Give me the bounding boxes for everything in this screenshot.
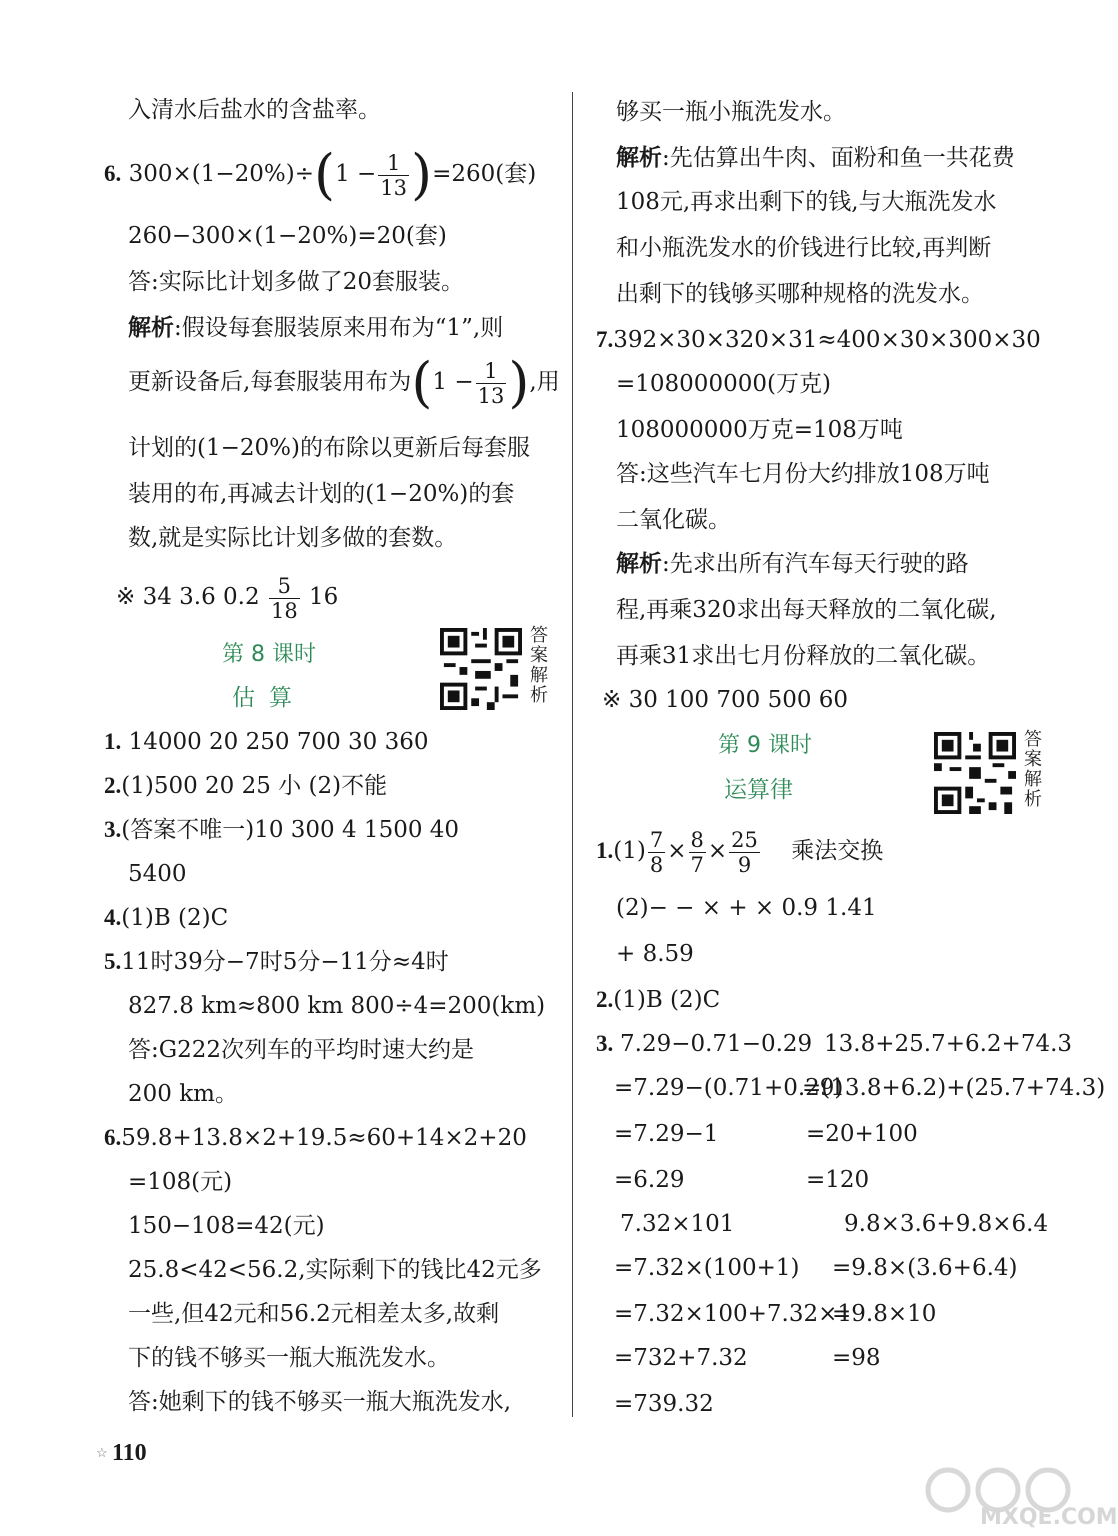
analysis-line: 再乘31求出七月份释放的二氧化碳。	[616, 643, 991, 669]
lesson-heading: 第 8 课时	[222, 642, 316, 667]
fraction: $\frac{7}{8}$	[649, 827, 664, 877]
analysis-line: 计划的(1−20%)的布除以更新后每套服	[128, 435, 530, 461]
topic-heading: 估算	[232, 685, 306, 711]
column-divider	[572, 92, 573, 1417]
text-line: =108000000(万克)	[616, 371, 831, 397]
fraction: $\frac{1}{13}$	[380, 150, 408, 200]
answer-2: 2.(1)500 20 25 小 (2)不能	[104, 773, 388, 799]
extra-answers: ※ 34 3.6 0.2 $\frac{5}{18}$ 16	[116, 573, 339, 623]
watermark-text: MXQE.COM	[980, 1505, 1118, 1530]
analysis-line: 数,就是实际比计划多做的套数。	[128, 525, 458, 551]
analysis-line: 程,再乘320求出每天释放的二氧化碳,	[616, 597, 997, 623]
answer-5: 5.11时39分−7时5分−11分≈4时	[104, 949, 449, 975]
analysis-line: 解析:先估算出牛肉、面粉和鱼一共花费	[616, 144, 1015, 171]
fraction: $\frac{8}{7}$	[690, 827, 704, 877]
answer-line: 答:这些汽车七月份大约排放108万吨	[616, 461, 990, 487]
analysis-line: 装用的布,再减去计划的(1−20%)的套	[128, 481, 515, 507]
qr-code-icon	[934, 732, 1016, 814]
text-line: 入清水后盐水的含盐率。	[128, 97, 381, 123]
extra-answers: ※ 30 100 700 500 60	[602, 687, 849, 713]
answer-1: 1. 14000 20 250 700 30 360	[104, 729, 429, 755]
answer-line: 答:实际比计划多做了20套服装。	[128, 269, 465, 295]
answer-2: 2.(1)B (2)C	[596, 987, 721, 1013]
star-ornament-icon: ☆	[96, 1446, 108, 1461]
text-line: 5400	[128, 861, 187, 887]
fraction: $\frac{25}{9}$	[731, 827, 758, 877]
answer-line: 二氧化碳。	[616, 507, 731, 533]
answer-3-number: 3.	[596, 1031, 614, 1056]
analysis-line: 解析:先求出所有汽车每天行驶的路	[616, 550, 969, 577]
analysis-line: 和小瓶洗发水的价钱进行比较,再判断	[616, 235, 992, 261]
text-line: 200 km。	[128, 1081, 238, 1107]
qr-code-icon	[440, 628, 522, 710]
question-6: 6. 300×(1−20%)÷(1 − $\frac{1}{13}$ )=260(套)	[104, 143, 537, 206]
fraction: $\frac{5}{18}$	[270, 573, 298, 623]
text-line: 答:她剩下的钱不够买一瓶大瓶洗发水,	[128, 1389, 512, 1415]
answer-6: 6.59.8+13.8×2+19.5≈60+14×2+20	[104, 1125, 527, 1151]
qr-caption: 答 案 解 析	[530, 625, 548, 706]
analysis-line: 出剩下的钱够买哪种规格的洗发水。	[616, 281, 984, 307]
text-line: 827.8 km≈800 km 800÷4=200(km)	[128, 993, 546, 1019]
page-number: 110	[112, 1440, 147, 1466]
text-line: (2)− − × + × 0.9 1.41	[616, 895, 877, 921]
qr-caption: 答 案 解 析	[1024, 729, 1042, 810]
analysis-line: 解析:假设每套服装原来用布为“1”,则	[128, 314, 504, 341]
topic-heading: 运算律	[724, 777, 793, 803]
text-line: 108000000万克=108万吨	[616, 417, 903, 443]
text-line: 一些,但42元和56.2元相差太多,故剩	[128, 1301, 500, 1327]
text-line: 答:G222次列车的平均时速大约是	[128, 1037, 475, 1063]
fraction: $\frac{1}{13}$	[477, 358, 505, 408]
text-line: 够买一瓶小瓶洗发水。	[616, 99, 846, 125]
text-line: 150−108=42(元)	[128, 1213, 325, 1239]
analysis-line: 更新设备后,每套服装用布为(1 − $\frac{1}{13}$ ),用	[128, 351, 560, 414]
text-line: 下的钱不够买一瓶大瓶洗发水。	[128, 1345, 450, 1371]
answer-4: 4.(1)B (2)C	[104, 905, 229, 931]
text-line: =108(元)	[128, 1169, 233, 1195]
text-line: 260−300×(1−20%)=20(套)	[128, 223, 447, 249]
analysis-line: 108元,再求出剩下的钱,与大瓶洗发水	[616, 189, 997, 215]
answer-3: 3.(答案不唯一)10 300 4 1500 40	[104, 817, 460, 843]
answer-1: 1.(1) $\frac{7}{8}$ × $\frac{8}{7}$ × $\frac{25}{9}$ 乘法交换	[596, 827, 884, 877]
lesson-heading: 第 9 课时	[718, 733, 812, 758]
text-line: + 8.59	[616, 941, 694, 967]
text-line: 25.8<42<56.2,实际剩下的钱比42元多	[128, 1257, 542, 1283]
question-7: 7.392×30×320×31≈400×30×300×30	[596, 327, 1041, 353]
answer-page: 入清水后盐水的含盐率。 6. 300×(1−20%)÷(1 − $\frac{1}{13}$ )=260(套) 260−300×(1−20%)=20(套) 答:实际比计划多做了20套服装。 解析:假设每套服装原来用布为“1”,则 更新设备后,每套服装用布为(1 − $\frac{1}{13}$ ),用 计划的(1−20%)的布除以更新后每套服 装用的布,再减去计划的(1−20%)的套 数,就是实际比计划多做的套数。 ※ 34 3.6 0.2 $\frac{5}{18}$ 16 第 8 课时 估算 1. 14000 20 250 700 30 360 2.(1)500 20 25 小 (2)不能 3.(答案不唯一)10 300 4 1500 40 5400 4.(1)B (2)C 5.11时39分−7时5分−11分≈4时 827.8 km≈800 km 800÷4=200(km) 答:G222次列车的平均时速大约是 200 km。 6.59.8+13.8×2+19.5≈60+14×2+20 =108(元) 150−108=42(元) 25.8<42<56.2,实际剩下的钱比42元多 一些,但42元和56.2元相差太多,故剩 下的钱不够买一瓶大瓶洗发水。 答:她剩下的钱不够买一瓶大瓶洗发水, 答 案 解 析 够买一瓶小瓶洗发水。 解析:先估算出牛肉、面粉和鱼一共花费 108元,再求出剩下的钱,与大瓶洗发水 和小瓶洗发水的价钱进行比较,再判断 出剩下的钱够买哪种规格的洗发水。 7.392×30×320×31≈400×30×300×30 =108000000(万克) 108000000万克=108万吨 答:这些汽车七月份大约排放108万吨 二氧化碳。 解析:先求出所有汽车每天行驶的路 程,再乘320求出每天释放的二氧化碳, 再乘31求出七月份释放的二氧化碳。 ※ 30 100 700 500 60 第 9 课时 运算律 1.(1) $\frac{7}{8}$ × $\frac{8}{7}$ × $\frac{25}{9}$ 乘法交换 (2)− − × + × 0.9 1.41 + 8.59 2.(1)B (2)C 3. 7.29−0.71−0.29 =7.29−(0.71+0.29) =7.29−1 =6.29 13.8+25.7+6.2+74.3 =(13.8+6.2)+(25.7+74.3) =20+100 =120 7.32×101 =7.32×(100+1) =7.32×100+7.32×1 =732+7.32 =739.32 9.8×3.6+9.8×6.4 =9.8×(3.6+6.4) =9.8×10 =98 答 案 解 析 ☆ 110 MXQE.COM	[0, 0, 1086, 1536]
